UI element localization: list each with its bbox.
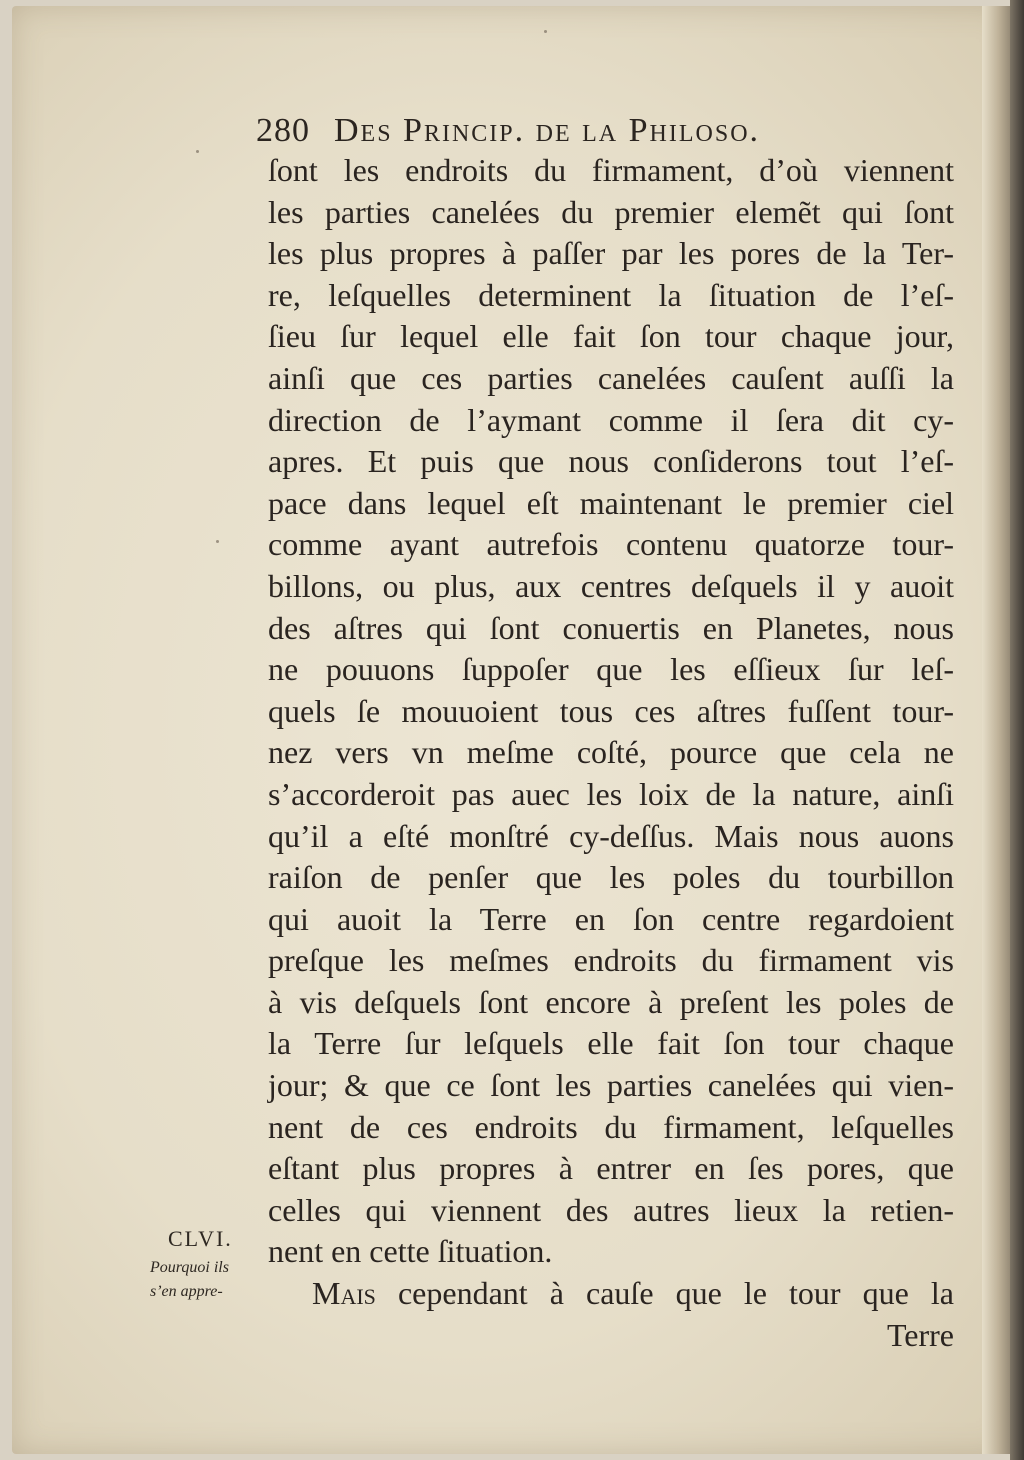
- running-head: [256, 112, 946, 150]
- paragraph-line-text: cependant à cauſe que le tour que la: [375, 1275, 954, 1312]
- text-line: à vis deſquels ſont encore à preſent les poles de: [268, 983, 954, 1020]
- text-line: apres. Et puis que nous conſiderons tout l’eſ-: [268, 443, 954, 480]
- text-line: qui auoit la Terre en ſon centre regardoient: [268, 900, 954, 937]
- text-line: nent de ces endroits du firmament, leſquelles: [268, 1108, 954, 1145]
- page-number: 280: [256, 112, 310, 149]
- paper-speck: [196, 150, 199, 153]
- text-line: pace dans lequel eſt maintenant le premier ciel: [268, 484, 954, 521]
- paragraph-opening-line: [268, 1273, 954, 1315]
- text-line: nez vers vn meſme coſté, pource que cela ne: [268, 734, 954, 771]
- paragraph-lead-word: Mais: [312, 1275, 376, 1312]
- text-line: qu’il a eſté monſtré cy-deſſus. Mais nous auons: [268, 817, 954, 854]
- text-line: comme ayant autrefois contenu quatorze tour-: [268, 526, 954, 563]
- running-title: Des Princip. de la Philoso.: [334, 112, 761, 149]
- text-line: eſtant plus propres à entrer en ſes pores, que: [268, 1150, 954, 1187]
- text-line: celles qui viennent des autres lieux la retien-: [268, 1191, 954, 1228]
- text-line: ainſi que ces parties canelées cauſent auſſi la: [268, 359, 954, 396]
- text-line: direction de l’aymant comme il ſera dit cy-: [268, 401, 954, 438]
- text-line: nent en cette ſituation.: [268, 1233, 553, 1270]
- paper-speck: [216, 540, 219, 543]
- text-line: ſieu ſur lequel elle fait ſon tour chaque jour,: [268, 318, 954, 355]
- article-number: CLVI.: [168, 1226, 233, 1251]
- text-line: les parties canelées du premier elemẽt qui ſont: [268, 193, 954, 230]
- paper-speck: [544, 30, 547, 33]
- text-line: preſque les meſmes endroits du firmament vis: [268, 942, 954, 979]
- margin-gloss-line: Pourquoi ils: [150, 1259, 229, 1276]
- catchword: Terre: [886, 1316, 954, 1353]
- text-line: ſont les endroits du firmament, d’où viennent: [268, 152, 954, 188]
- text-line: ne pouuons ſuppoſer que les eſſieux ſur leſ-: [268, 651, 954, 688]
- text-line: re, leſquelles determinent la ſituation de l’eſ-: [268, 276, 954, 313]
- body-text: [268, 150, 954, 1356]
- text-line: les plus propres à paſſer par les pores de la Ter-: [268, 235, 954, 272]
- text-line: raiſon de penſer que les poles du tourbillon: [268, 859, 954, 896]
- page-gutter-shadow: [982, 6, 1012, 1454]
- book-edge: [1010, 0, 1024, 1460]
- margin-gloss-line: s’en appre-: [150, 1283, 223, 1300]
- text-line: quels ſe mouuoient tous ces aſtres fuſſent tour-: [268, 692, 954, 729]
- text-line: jour; & que ce ſont les parties canelées qui vien-: [268, 1067, 954, 1104]
- text-line: des aſtres qui ſont conuertis en Planetes, nous: [268, 609, 954, 646]
- text-line: la Terre ſur leſquels elle fait ſon tour chaque: [268, 1025, 954, 1062]
- margin-note: [150, 1226, 262, 1304]
- text-line: billons, ou plus, aux centres deſquels il y auoit: [268, 567, 954, 604]
- text-line: s’accorderoit pas auec les loix de la nature, ainſi: [268, 775, 954, 812]
